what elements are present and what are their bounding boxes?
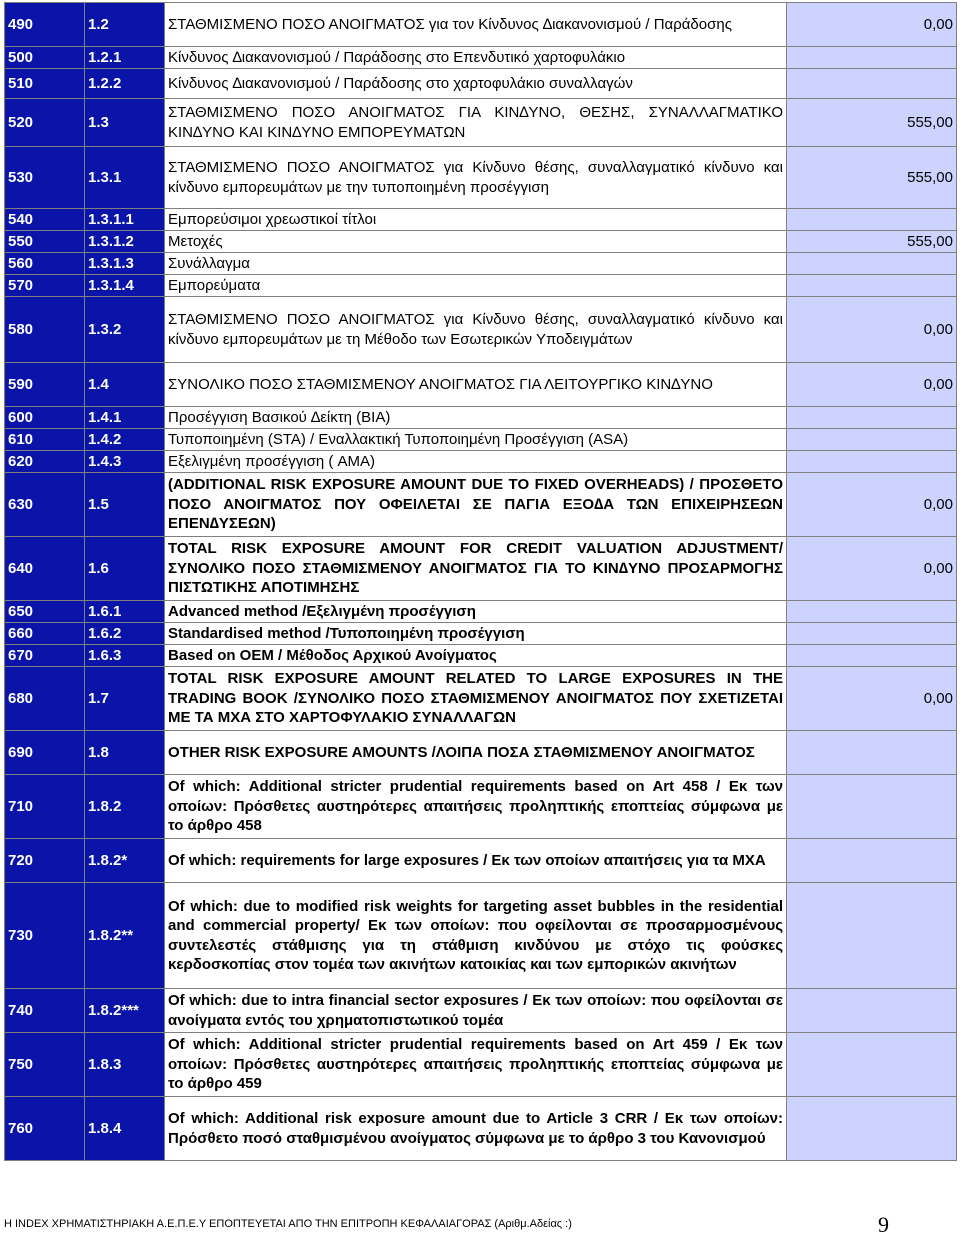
- row-description: ΣΥΝΟΛΙΚΟ ΠΟΣΟ ΣΤΑΘΜΙΣΜΕΝΟΥ ΑΝΟΙΓΜΑΤΟΣ ΓΙΑ ΛΕΙΤΟΥΡΓΙΚΟ ΚΙΝ∆ΥΝΟ: [165, 363, 787, 407]
- table-row: [5, 231, 957, 253]
- table-row: [5, 989, 957, 1033]
- table-row: [5, 473, 957, 537]
- row-description: TOTAL RISK EXPOSURE AMOUNT FOR CREDIT VALUATION ADJUSTMENT/ΣΥΝΟΛΙΚΟ ΠΟΣΟ ΣΤΑΘΜΙΣΜΕΝΟΥ ΑΝΟΙΓΜΑΤΟΣ ΓΙΑ ΤΟ ΚΙΝ∆ΥΝΟ ΠΡΟΣΑΡΜΟΓΗΣ ΠΙΣΤΩΤΙΚΗΣ ΑΠΟΤΙΜΗΣΗΣ: [165, 537, 787, 601]
- row-reference: 1.8.2***: [85, 989, 165, 1033]
- table-row: [5, 363, 957, 407]
- table-row: [5, 69, 957, 99]
- row-value: 555,00: [787, 147, 957, 209]
- row-value: [787, 645, 957, 667]
- row-number: 570: [5, 275, 85, 297]
- row-reference: 1.4.2: [85, 429, 165, 451]
- row-number: 600: [5, 407, 85, 429]
- table-row: [5, 253, 957, 275]
- row-reference: 1.3: [85, 99, 165, 147]
- table-row: [5, 147, 957, 209]
- row-number: 610: [5, 429, 85, 451]
- row-description: Advanced method /Εξελιγμένη προσέγγιση: [165, 601, 787, 623]
- row-number: 650: [5, 601, 85, 623]
- table-row: [5, 429, 957, 451]
- row-value: [787, 731, 957, 775]
- row-description: OTHER RISK EXPOSURE AMOUNTS /ΛΟΙΠΑ ΠΟΣΑ ΣΤΑΘΜΙΣΜΕΝΟΥ ΑΝΟΙΓΜΑΤΟΣ: [165, 731, 787, 775]
- row-description: Τυποποιημένη (STA) / Εναλλακτική Τυποποιημένη Προσέγγιση (ASA): [165, 429, 787, 451]
- row-value: [787, 775, 957, 839]
- row-value: [787, 989, 957, 1033]
- table-row: [5, 667, 957, 731]
- table-row: [5, 407, 957, 429]
- row-value: 0,00: [787, 473, 957, 537]
- row-description: Κίνδυνος ∆ιακανονισμού / Παράδοσης στο χαρτοφυλάκιο συναλλαγών: [165, 69, 787, 99]
- row-description: Μετοχές: [165, 231, 787, 253]
- row-description: Προσέγγιση Βασικού ∆είκτη (BIA): [165, 407, 787, 429]
- row-value: [787, 883, 957, 989]
- row-reference: 1.6.1: [85, 601, 165, 623]
- table-row: [5, 623, 957, 645]
- row-description: Εμπορεύματα: [165, 275, 787, 297]
- row-description: Κίνδυνος ∆ιακανονισμού / Παράδοσης στο Επενδυτικό χαρτοφυλάκιο: [165, 47, 787, 69]
- row-description: Εμπορεύσιμοι χρεωστικοί τίτλοι: [165, 209, 787, 231]
- row-value: [787, 275, 957, 297]
- table-row: [5, 1033, 957, 1097]
- row-description: ΣΤΑΘΜΙΣΜΕΝΟ ΠΟΣΟ ΑΝΟΙΓΜΑΤΟΣ ΓΙΑ ΚΙΝ∆ΥΝΟ, ΘΕΣΗΣ, ΣΥΝΑΛΛΑΓΜΑΤΙΚΟ ΚΙΝ∆ΥΝΟ ΚΑΙ ΚΙΝ∆ΥΝΟ ΕΜΠΟΡΕΥΜΑΤΩΝ: [165, 99, 787, 147]
- table-row: [5, 99, 957, 147]
- table-row: [5, 275, 957, 297]
- row-value: [787, 623, 957, 645]
- table-row: [5, 451, 957, 473]
- table-row: [5, 645, 957, 667]
- table-row: [5, 1097, 957, 1161]
- row-description: Εξελιγμένη προσέγγιση ( AMA): [165, 451, 787, 473]
- row-value: [787, 47, 957, 69]
- row-number: 580: [5, 297, 85, 363]
- table-row: [5, 47, 957, 69]
- row-reference: 1.8.3: [85, 1033, 165, 1097]
- row-description: Based on OEM / Μέθοδος Αρχικού Ανοίγματος: [165, 645, 787, 667]
- row-reference: 1.3.1.2: [85, 231, 165, 253]
- footer-text: Η INDEX ΧΡΗΜΑΤΙΣΤΗΡΙΑΚΗ Α.Ε.Π.Ε.Υ ΕΠΟΠΤΕΥΕΤΑΙ ΑΠΟ ΤΗΝ ΕΠΙΤΡΟΠΗ ΚΕΦΑΛΑΙΑΓΟΡΑΣ (Αριθμ.Αδείας :): [4, 1218, 572, 1230]
- row-value: [787, 1033, 957, 1097]
- table-row: [5, 3, 957, 47]
- row-number: 710: [5, 775, 85, 839]
- row-value: 0,00: [787, 537, 957, 601]
- row-reference: 1.3.1.4: [85, 275, 165, 297]
- row-number: 630: [5, 473, 85, 537]
- row-number: 690: [5, 731, 85, 775]
- row-reference: 1.8.4: [85, 1097, 165, 1161]
- row-number: 490: [5, 3, 85, 47]
- table-row: [5, 883, 957, 989]
- row-reference: 1.8: [85, 731, 165, 775]
- table-row: [5, 601, 957, 623]
- row-reference: 1.3.1.3: [85, 253, 165, 275]
- row-description: Of which: Additional stricter prudential requirements based on Art 458 / Εκ των οποίων: Πρόσθετες αυστηρότερες απαιτήσεις προληπτικής εποπτείας σύμφωνα με το άρθρο 458: [165, 775, 787, 839]
- row-reference: 1.8.2**: [85, 883, 165, 989]
- row-value: [787, 451, 957, 473]
- table-row: [5, 297, 957, 363]
- row-number: 550: [5, 231, 85, 253]
- row-description: (ADDITIONAL RISK EXPOSURE AMOUNT DUE TO FIXED OVERHEADS) / ΠΡΟΣΘΕΤΟ ΠΟΣΟ ΑΝΟΙΓΜΑΤΟΣ ΠΟΥ ΟΦΕΙΛΕΤΑΙ ΣΕ ΠΑΓΙΑ ΕΞΟ∆Α ΤΩΝ ΕΠΙΧΕΙΡΗΣΕΩΝ ΕΠΕΝ∆ΥΣΕΩΝ): [165, 473, 787, 537]
- row-value: 0,00: [787, 363, 957, 407]
- row-reference: 1.2.1: [85, 47, 165, 69]
- row-value: 555,00: [787, 99, 957, 147]
- row-reference: 1.6.3: [85, 645, 165, 667]
- row-number: 560: [5, 253, 85, 275]
- row-reference: 1.3.2: [85, 297, 165, 363]
- row-description: Of which: due to modified risk weights for targeting asset bubbles in the residential and commercial property/ Εκ των οποίων: που οφείλονται σε προσαρμοσμένους συντελεστές στάθμισης για τη στάθμιση κινδύνου με στόχο τις φούσκες κερδοσκοπίας στον τομέα των ακινήτων κατοικίας και των εμπορικών ακινήτων: [165, 883, 787, 989]
- row-value: 0,00: [787, 667, 957, 731]
- row-value: [787, 601, 957, 623]
- row-number: 720: [5, 839, 85, 883]
- row-number: 660: [5, 623, 85, 645]
- row-value: 0,00: [787, 297, 957, 363]
- table-row: [5, 209, 957, 231]
- row-reference: 1.6.2: [85, 623, 165, 645]
- row-value: [787, 1097, 957, 1161]
- row-number: 520: [5, 99, 85, 147]
- row-value: [787, 839, 957, 883]
- row-number: 590: [5, 363, 85, 407]
- row-reference: 1.4.3: [85, 451, 165, 473]
- row-number: 640: [5, 537, 85, 601]
- table-row: [5, 537, 957, 601]
- row-value: [787, 429, 957, 451]
- row-reference: 1.3.1.1: [85, 209, 165, 231]
- row-reference: 1.2.2: [85, 69, 165, 99]
- row-description: ΣΤΑΘΜΙΣΜΕΝΟ ΠΟΣΟ ΑΝΟΙΓΜΑΤΟΣ για τον Κίνδυνος ∆ιακανονισμού / Παράδοσης: [165, 3, 787, 47]
- row-description: Of which: due to intra financial sector exposures / Εκ των οποίων: που οφείλονται σε ανοίγματα εντός του χρηματοπιστωτικού τομέα: [165, 989, 787, 1033]
- row-value: [787, 209, 957, 231]
- row-number: 750: [5, 1033, 85, 1097]
- row-number: 530: [5, 147, 85, 209]
- capital-requirements-table: [4, 2, 957, 1161]
- row-number: 540: [5, 209, 85, 231]
- row-description: Of which: Additional stricter prudential requirements based on Art 459 / Εκ των οποίων: Πρόσθετες αυστηρότερες απαιτήσεις προληπτικής εποπτείας σύμφωνα με το άρθρο 459: [165, 1033, 787, 1097]
- row-value: 0,00: [787, 3, 957, 47]
- row-description: TOTAL RISK EXPOSURE AMOUNT RELATED TO LARGE EXPOSURES IN THE TRADING BOOK /ΣΥΝΟΛΙΚΟ ΠΟΣΟ ΣΤΑΘΜΙΣΜΕΝΟΥ ΑΝΟΙΓΜΑΤΟΣ ΠΟΥ ΣΧΕΤΙΖΕΤΑΙ ΜΕ ΤΑ ΜΧΑ ΣΤΟ ΧΑΡΤΟΦΥΛΑΚΙΟ ΣΥΝΑΛΛΑΓΩΝ: [165, 667, 787, 731]
- row-number: 500: [5, 47, 85, 69]
- row-number: 680: [5, 667, 85, 731]
- table-row: [5, 839, 957, 883]
- row-description: ΣΤΑΘΜΙΣΜΕΝΟ ΠΟΣΟ ΑΝΟΙΓΜΑΤΟΣ για Κίνδυνο θέσης, συναλλαγματικό κίνδυνο και κίνδυνο εμπορευμάτων με τη Μέθοδο των Εσωτερικών Υποδειγμάτων: [165, 297, 787, 363]
- row-number: 670: [5, 645, 85, 667]
- table-row: [5, 775, 957, 839]
- row-number: 730: [5, 883, 85, 989]
- row-number: 510: [5, 69, 85, 99]
- table-row: [5, 731, 957, 775]
- row-reference: 1.8.2*: [85, 839, 165, 883]
- row-reference: 1.8.2: [85, 775, 165, 839]
- row-reference: 1.6: [85, 537, 165, 601]
- row-description: Standardised method /Τυποποιημένη προσέγγιση: [165, 623, 787, 645]
- table-body: [5, 3, 957, 1161]
- row-reference: 1.4.1: [85, 407, 165, 429]
- row-reference: 1.4: [85, 363, 165, 407]
- row-description: Of which: requirements for large exposures / Εκ των οποίων απαιτήσεις για τα ΜΧΑ: [165, 839, 787, 883]
- row-number: 620: [5, 451, 85, 473]
- row-value: [787, 69, 957, 99]
- page-number: 9: [878, 1212, 889, 1237]
- row-reference: 1.7: [85, 667, 165, 731]
- row-value: [787, 407, 957, 429]
- row-number: 760: [5, 1097, 85, 1161]
- row-reference: 1.3.1: [85, 147, 165, 209]
- row-value: 555,00: [787, 231, 957, 253]
- row-description: Συνάλλαγμα: [165, 253, 787, 275]
- row-reference: 1.5: [85, 473, 165, 537]
- row-description: Of which: Additional risk exposure amount due to Article 3 CRR / Εκ των οποίων: Πρόσθετο ποσό σταθμισμένου ανοίγματος σύμφωνα με το άρθρο 3 του Κανονισμού: [165, 1097, 787, 1161]
- row-reference: 1.2: [85, 3, 165, 47]
- row-description: ΣΤΑΘΜΙΣΜΕΝΟ ΠΟΣΟ ΑΝΟΙΓΜΑΤΟΣ για Κίνδυνο θέσης, συναλλαγματικό κίνδυνο και κίνδυνο εμπορευμάτων με την τυποποιημένη προσέγγιση: [165, 147, 787, 209]
- row-value: [787, 253, 957, 275]
- row-number: 740: [5, 989, 85, 1033]
